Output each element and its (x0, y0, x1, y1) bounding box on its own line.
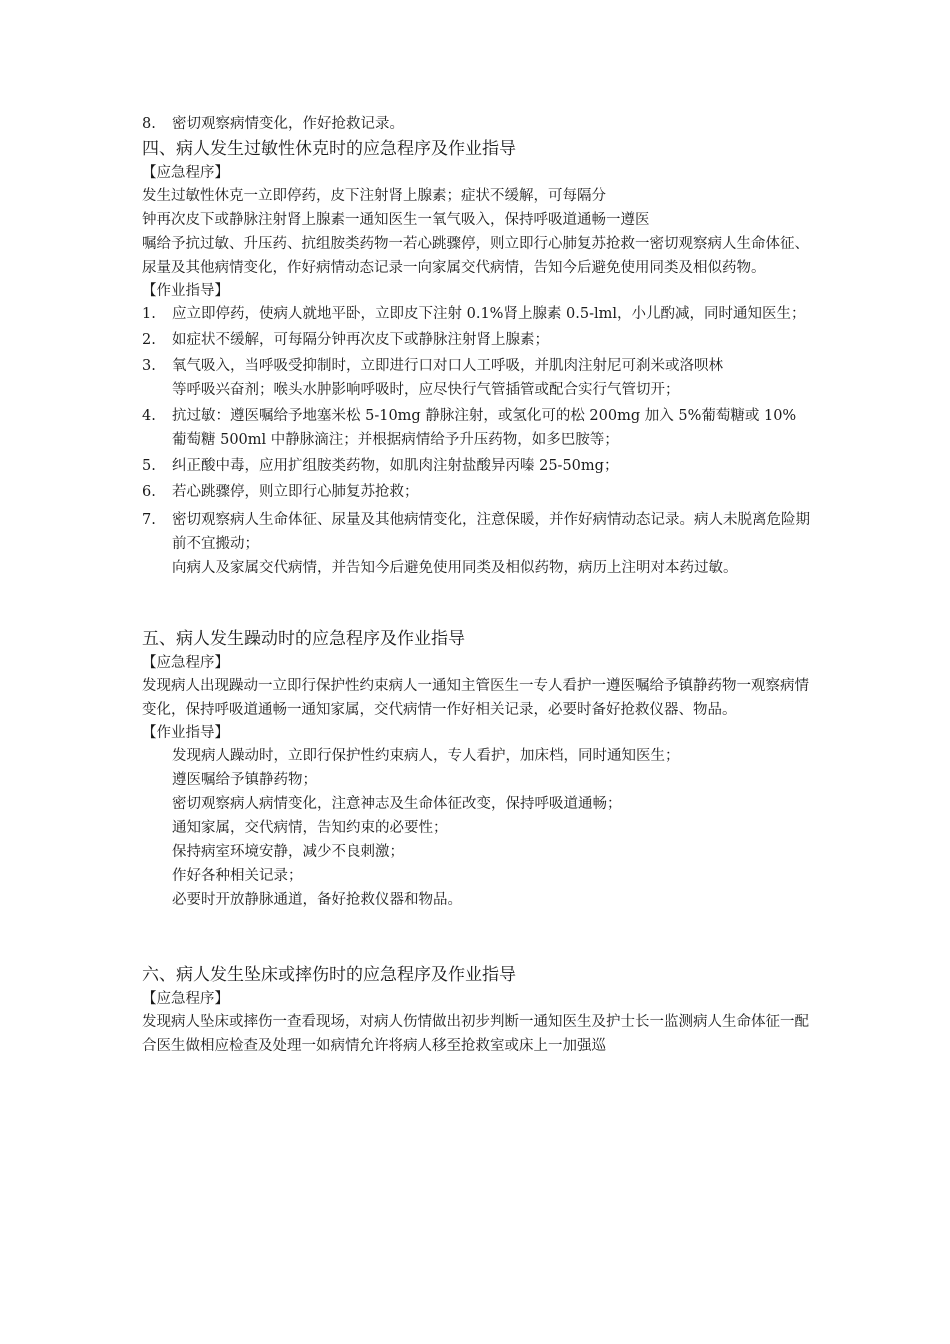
section4-item-2 (142, 328, 810, 352)
section5-guide-line-3: 密切观察病人病情变化，注意神志及生命体征改变，保持呼吸道通畅； (172, 796, 622, 812)
list-number: 7. (142, 512, 156, 528)
section6-program-label: 【应急程序】 (142, 991, 229, 1007)
section4-program-label: 【应急程序】 (142, 165, 229, 181)
list-number: 8. (142, 116, 156, 132)
section4-program-line-2: 钟再次皮下或静脉注射肾上腺素一通知医生一氧气吸入，保持呼吸道通畅一遵医 (142, 212, 650, 228)
section5-guide-line-1: 发现病人躁动时，立即行保护性约束病人，专人看护，加床档，同时通知医生； (172, 748, 680, 764)
list-number: 1. (142, 306, 156, 322)
list-text: 应立即停药，使病人就地平卧，立即皮下注射 0.1%肾上腺素 0.5-lml，小儿酌减，同时通知医生； (172, 306, 806, 322)
list-item-8 (142, 112, 810, 136)
section4-guide-label: 【作业指导】 (142, 283, 229, 299)
list-text: 密切观察病情变化，作好抢救记录。 (172, 116, 404, 132)
section4-item-3-continuation: 等呼吸兴奋剂；喉头水肿影响呼吸时，应尽快行气管插管或配合实行气管切开； (172, 382, 680, 398)
list-number: 3. (142, 358, 156, 374)
list-text: 抗过敏：遵医嘱给予地塞米松 5-10mg 静脉注射，或氢化可的松 200mg 加入 5%葡萄糖或 10%葡萄糖 500ml 中静脉滴注；并根据病情给予升压药物，如多巴胺等； (172, 408, 797, 448)
list-number: 2. (142, 332, 156, 348)
section5-guide-line-2: 遵医嘱给予镇静药物； (172, 772, 317, 788)
section4-title: 四、病人发生过敏性休克时的应急程序及作业指导 (142, 139, 516, 159)
section5-program-label: 【应急程序】 (142, 655, 229, 671)
section4-item-7 (142, 508, 810, 556)
list-text: 若心跳骤停，则立即行心肺复苏抢救； (172, 484, 419, 500)
list-number: 6. (142, 484, 156, 500)
section4-item-1 (142, 302, 810, 326)
list-text: 氧气吸入，当呼吸受抑制时，立即进行口对口人工呼吸，并肌肉注射尼可刹米或洛呗林 (172, 358, 723, 374)
section5-guide-line-5: 保持病室环境安静，减少不良刺激； (172, 844, 404, 860)
section4-item-5 (142, 454, 810, 478)
list-text: 密切观察病人生命体征、尿量及其他病情变化，注意保暖，并作好病情动态记录。病人未脱离危险期前不宜搬动； (172, 512, 810, 552)
list-number: 5. (142, 458, 156, 474)
section4-program-line-1: 发生过敏性休克一立即停药，皮下注射肾上腺素；症状不缓解，可每隔分 (142, 188, 606, 204)
section4-closing: 向病人及家属交代病情，并告知今后避免使用同类及相似药物，病历上注明对本药过敏。 (172, 560, 738, 576)
list-text: 纠正酸中毒，应用扩组胺类药物，如肌肉注射盐酸异丙嗪 25-50mg； (172, 458, 619, 474)
section5-title: 五、病人发生躁动时的应急程序及作业指导 (142, 629, 465, 649)
section4-program-line-3: 嘱给予抗过敏、升压药、抗组胺类药物一若心跳骤停，则立即行心肺复苏抢救一密切观察病人生命体征、尿量及其他病情变化，作好病情动态记录一向家属交代病情，告知今后避免使用同类及相似药物。 (142, 236, 809, 276)
section4-item-6 (142, 480, 810, 504)
list-number: 4. (142, 408, 156, 424)
section5-guide-line-4: 通知家属，交代病情，告知约束的必要性； (172, 820, 448, 836)
document-page (142, 112, 810, 1058)
section4-item-3 (142, 354, 810, 378)
list-text: 如症状不缓解，可每隔分钟再次皮下或静脉注射肾上腺素； (172, 332, 549, 348)
section4-item-4 (142, 404, 810, 452)
section6-program-text: 发现病人坠床或摔伤一查看现场，对病人伤情做出初步判断一通知医生及护士长一监测病人生命体征一配合医生做相应检查及处理一如病情允许将病人移至抢救室或床上一加强巡 (142, 1014, 809, 1054)
section5-guide-line-7: 必要时开放静脉通道，备好抢救仪器和物品。 (172, 892, 462, 908)
section5-program-text: 发现病人出现躁动一立即行保护性约束病人一通知主管医生一专人看护一遵医嘱给予镇静药物一观察病情变化，保持呼吸道通畅一通知家属，交代病情一作好相关记录，必要时备好抢救仪器、物品。 (142, 678, 809, 718)
section5-guide-label: 【作业指导】 (142, 725, 229, 741)
section5-guide-line-6: 作好各种相关记录； (172, 868, 303, 884)
section6-title: 六、病人发生坠床或摔伤时的应急程序及作业指导 (142, 965, 516, 985)
